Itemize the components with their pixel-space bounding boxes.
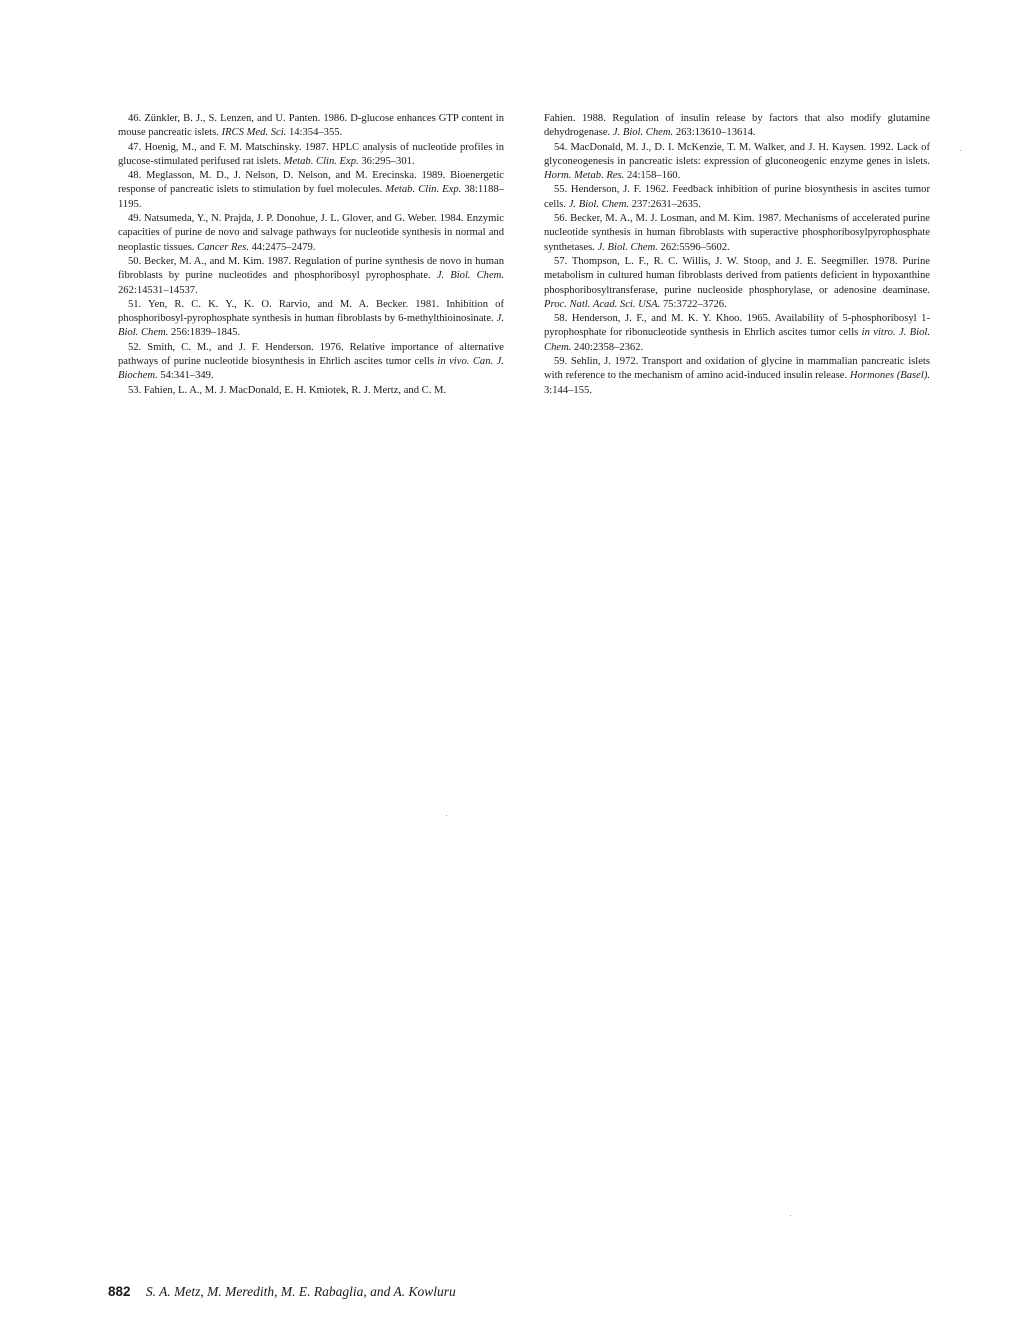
reference-item: 53. Fahien, L. A., M. J. MacDonald, E. H. Kmiotek, R. J. Mertz, and C. M.: [128, 384, 447, 396]
reference-item: 47. Hoenig, M., and F. M. Matschinsky. 1987. HPLC analysis of nucleotide profiles in glucose-stimulated perifused rat islets. Metab. Clin. Exp. 36:295–301.: [118, 141, 504, 167]
reference-item: 54. MacDonald, M. J., D. I. McKenzie, T. M. Walker, and J. H. Kaysen. 1992. Lack of glyconeogenesis in pancreatic islets: expression of gluconeogenic enzyme genes in islets. Horm. Metab. Res. 24:158–160.: [544, 141, 930, 182]
page-footer: [108, 1284, 456, 1300]
references-right-column: [544, 112, 930, 398]
reference-continuation: Fahien. 1988. Regulation of insulin release by factors that also modify glutamine dehydrogenase. J. Biol. Chem. 263:13610–13614.: [544, 113, 930, 139]
reference-item: 59. Sehlin, J. 1972. Transport and oxidation of glycine in mammalian pancreatic islets with reference to the mechanism of amino acid-induced insulin release. Hormones (Basel). 3:144–155.: [544, 356, 931, 396]
reference-item: 51. Yen, R. C. K. Y., K. O. Rarvio, and M. A. Becker. 1981. Inhibition of phosphoribosyl-pyrophosphate synthesis in human fibroblasts by 6-methylthioinosinate. J. Biol. Chem. 256:1839–1845.: [118, 298, 504, 339]
scan-speck: [790, 1215, 791, 1216]
reference-item: 57. Thompson, L. F., R. C. Willis, J. W. Stoop, and J. E. Seegmiller. 1978. Purine metabolism in cultured human fibroblasts derived from patients deficient in hypoxanthine phosphoribosyltransferase, purine nucleoside phosphorylase, or adenosine deaminase. Proc. Natl. Acad. Sci. USA. 75:3722–3726.: [544, 255, 930, 310]
reference-item: 46. Zünkler, B. J., S. Lenzen, and U. Panten. 1986. D-glucose enhances GTP content in mouse pancreatic islets. IRCS Med. Sci. 14:354–355.: [118, 113, 504, 139]
reference-item: 49. Natsumeda, Y., N. Prajda, J. P. Donohue, J. L. Glover, and G. Weber. 1984. Enzymic capacities of purine de novo and salvage pathways for nucleotide synthesis in normal and neoplastic tissues. Cancer Res. 44:2475–2479.: [118, 213, 504, 253]
reference-item: 55. Henderson, J. F. 1962. Feedback inhibition of purine biosynthesis in ascites tumor cells. J. Biol. Chem. 237:2631–2635.: [544, 184, 930, 210]
reference-item: 52. Smith, C. M., and J. F. Henderson. 1976. Relative importance of alternative pathways of purine nucleotide biosynthesis in Ehrlich ascites tumor cells in vivo. Can. J. Biochem. 54:341–349.: [118, 341, 504, 382]
running-authors: S. A. Metz, M. Meredith, M. E. Rabaglia, and A. Kowluru: [145, 1284, 456, 1299]
scan-speck: [960, 150, 961, 151]
page-number: 882: [108, 1284, 131, 1299]
reference-item: 48. Meglasson, M. D., J. Nelson, D. Nelson, and M. Erecinska. 1989. Bioenergetic response of pancreatic islets to stimulation by fuel molecules. Metab. Clin. Exp. 38:1188–1195.: [118, 170, 504, 210]
scan-speck: [446, 815, 447, 816]
reference-item: 50. Becker, M. A., and M. Kim. 1987. Regulation of purine synthesis de novo in human fibroblasts by purine nucleotides and phosphoribosyl pyrophosphate. J. Biol. Chem. 262:14531–14537.: [118, 255, 504, 296]
reference-item: 58. Henderson, J. F., and M. K. Y. Khoo. 1965. Availability of 5-phosphoribosyl 1-pyrophosphate for ribonucleotide synthesis in Ehrlich ascites tumor cells in vitro. J. Biol. Chem. 240:2358–2362.: [544, 313, 930, 353]
references-left-column: [118, 112, 504, 398]
reference-item: 56. Becker, M. A., M. J. Losman, and M. Kim. 1987. Mechanisms of accelerated purine nucleotide synthesis in human fibroblasts with superactive phosphoribosylpyrophosphate synthetases. J. Biol. Chem. 262:5596–5602.: [544, 213, 930, 253]
